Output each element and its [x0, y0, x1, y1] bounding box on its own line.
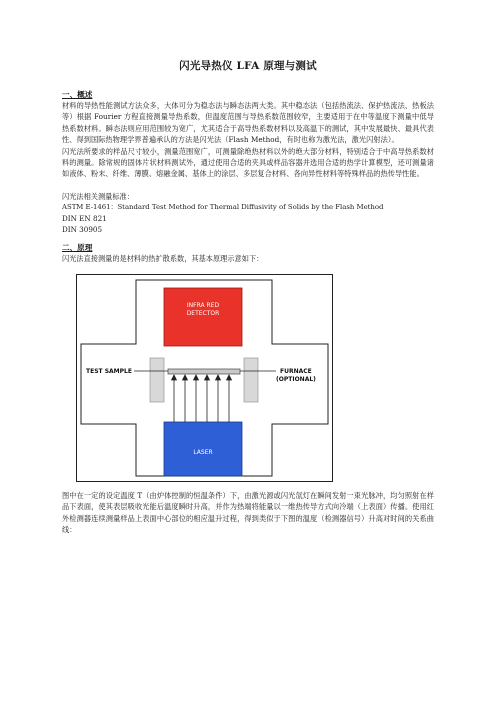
- standard-item: ASTM E-1461：Standard Test Method for Thermal Diffusivity of Solids by the Flash Method: [62, 203, 384, 212]
- laser-label: LASER: [193, 448, 213, 456]
- detector-label-line1: INFRA RED: [186, 301, 220, 309]
- test-sample-slab: [168, 369, 240, 374]
- document-page: [62, 58, 434, 535]
- overview-paragraph-1: 材料的导热性能测试方法众多，大体可分为稳态法与瞬态法两大类。其中稳态法（包括热流法、保护热流法、热板法等）根据 Fourier 方程直接测量导热系数，但温度范围与导热系数范围较窄，主要适用于在中等温度下测量中低导热系数材料。瞬态法则应用范围较为宽广，尤其适合于高导热系数材料以及高温下的测试，其中发展最快、最具代表性、得到国际热物理学界普遍承认的方法是闪光法（Flash Method，有时也称为激光法，激光闪射法）。: [62, 101, 434, 145]
- section-heading-overview: 一、概述: [62, 90, 93, 99]
- document-title: 闪光导热仪 LFA 原理与测试: [179, 60, 317, 72]
- overview-paragraph-2: 闪光法所要求的样品尺寸较小，测量范围宽广，可测量除绝热材料以外的绝大部分材料，特别适合于中高导热系数材料的测量。除常规的固体片状材料测试外，通过使用合适的夹具或样品容器并选用合适的热学计算模型，还可测量诸如液体、粉末、纤维、薄膜、熔融金属、基体上的涂层、多层复合材料、各向异性材料等特殊样品的热传导性能。: [62, 146, 434, 179]
- furnace-left-block: [150, 358, 164, 402]
- standards-intro: 闪光法相关测量标准：: [62, 191, 134, 201]
- standard-item: DIN EN 821: [62, 214, 107, 224]
- section-heading-principle: 二、原理: [62, 242, 93, 252]
- infrared-detector-box: [164, 288, 242, 346]
- test-sample-label: TEST SAMPLE: [86, 367, 132, 375]
- standard-item: DIN 30905: [62, 225, 103, 235]
- lfa-principle-diagram: [76, 274, 333, 482]
- detector-label-line2: DETECTOR: [186, 309, 220, 317]
- principle-paragraph: 图中在一定的设定温度 T（由炉体控制的恒温条件）下，由激光源或闪光氙灯在瞬间发射一束光脉冲，均匀照射在样品下表面，使其表层吸收光能后温度瞬时升高，并作为热端将能量以一维热传导方式向冷端（上表面）传播。使用红外检测器连续测量样品上表面中心部位的相应温升过程，得到类似于下图的温度（检测器信号）升高对时间的关系曲线：: [62, 490, 434, 535]
- principle-intro: 闪光法直接测量的是材料的热扩散系数，其基本原理示意如下：: [62, 253, 264, 263]
- furnace-right-block: [244, 358, 258, 402]
- lfa-diagram-svg: [76, 274, 333, 482]
- furnace-label-line1: FURNACE: [280, 367, 312, 375]
- furnace-label-line2: (OPTIONAL): [276, 375, 316, 383]
